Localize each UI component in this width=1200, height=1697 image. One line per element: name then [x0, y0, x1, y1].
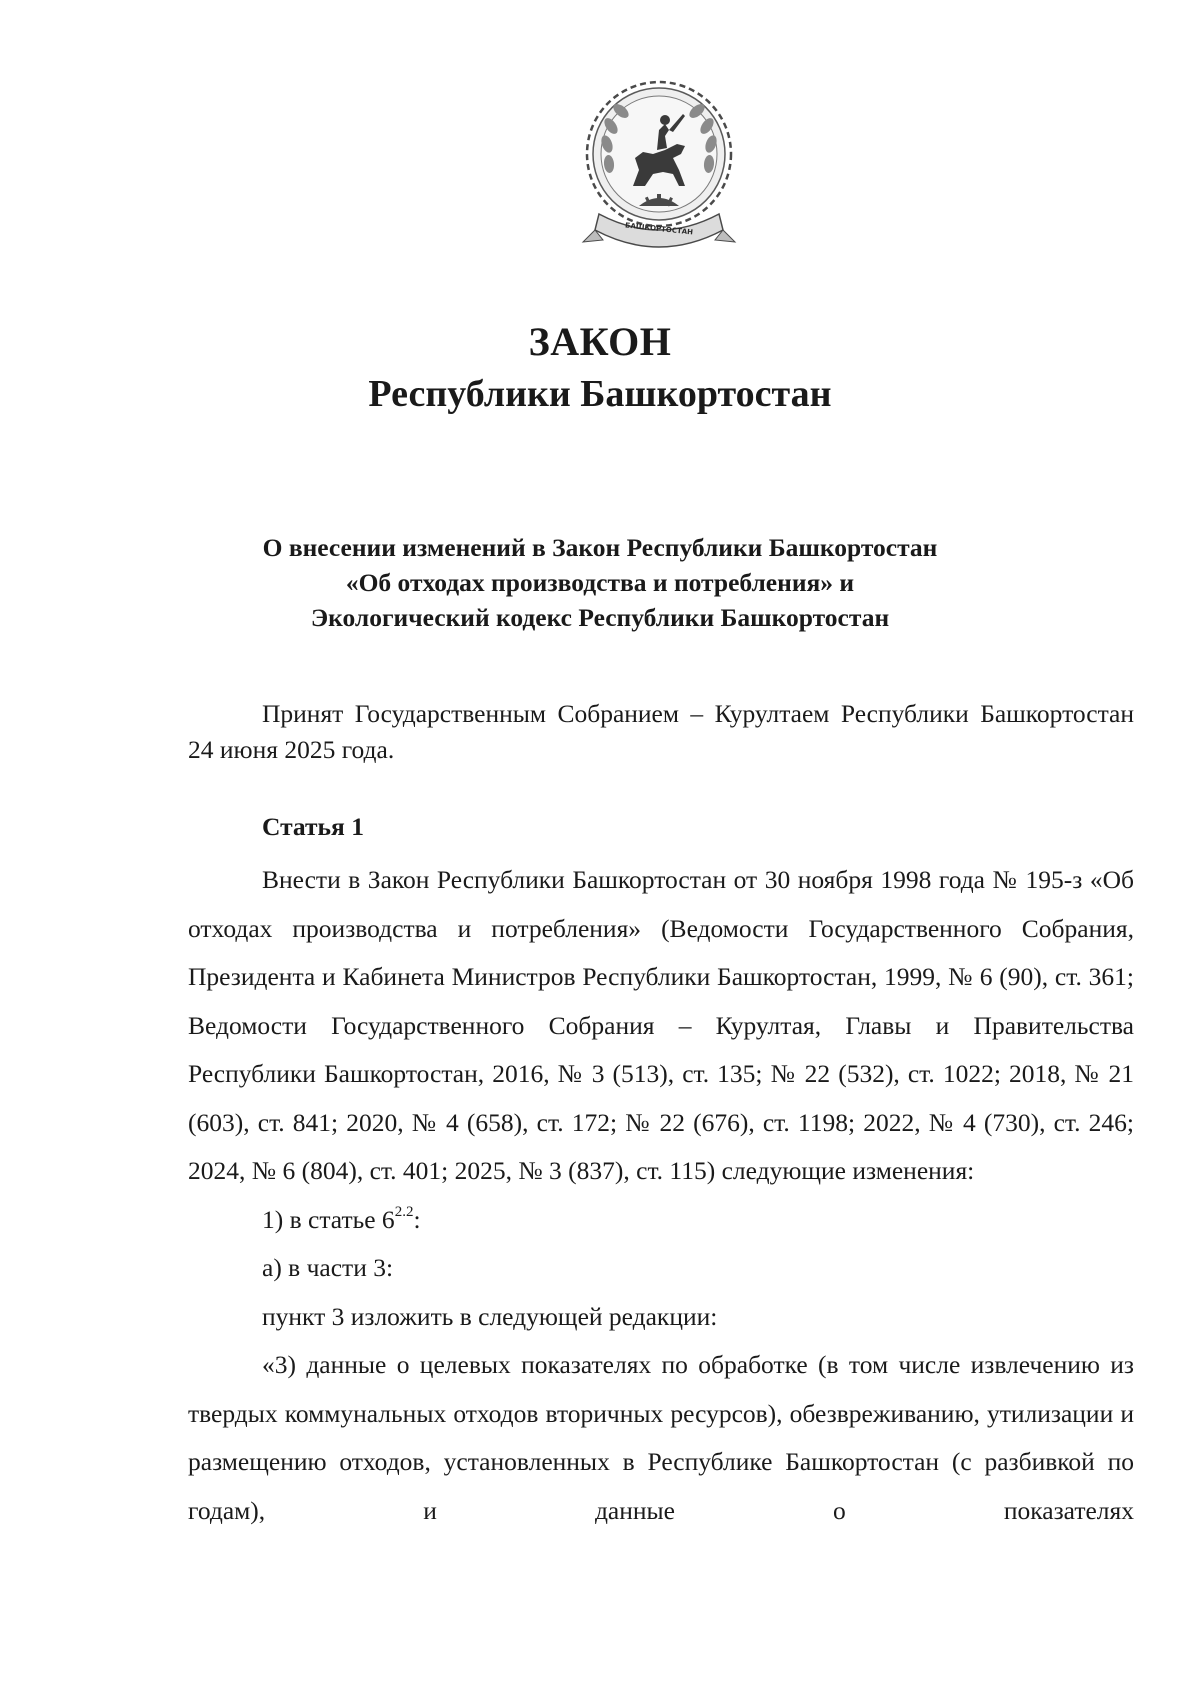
sub-item-a: а) в части 3: — [262, 1253, 394, 1282]
item-1 — [188, 1196, 1134, 1245]
heading-line-1: О внесении изменений в Закон Республики Башкортостан — [262, 533, 938, 562]
emblem-ribbon-text: БАШКОРТОСТАН — [624, 221, 694, 237]
point-3-text: «3) данные о целевых показателях по обработке (в том числе извлечению из твердых коммунальных отходов вторичных ресурсов), обезвреживанию, утилизации и размещению отходов, установленных в Республике Башкортостан (с разбивкой по годам), и данные о показателях — [188, 1350, 1134, 1525]
law-title-block — [0, 318, 1200, 418]
coat-of-arms-emblem — [573, 74, 745, 274]
heading-line-2: «Об отходах производства и потребления» и — [345, 568, 855, 597]
article-1-body — [188, 856, 1134, 1535]
bashkortostan-coat-of-arms-icon — [573, 74, 745, 274]
law-heading — [150, 530, 1050, 635]
point-3-intro: пункт 3 изложить в следующей редакции: — [262, 1301, 718, 1331]
heading-line-3: Экологический кодекс Республики Башкортостан — [310, 603, 890, 632]
item-1-prefix: 1) в статье 6 — [262, 1204, 395, 1234]
item-1-suffix: : — [413, 1204, 421, 1234]
adoption-statement: Принят Государственным Собранием – Курултаем Республики Башкортостан 24 июня 2025 года. — [188, 699, 1134, 764]
article-1-intro: Внести в Закон Республики Башкортостан от 30 ноября 1998 года № 195-з «Об отходах производства и потребления» (Ведомости Государственного Собрания, Президента и Кабинета Министров Республики Башкортостан, 1999, № 6 (90), ст. 361; Ведомости Государственного Собрания – Курултая, Главы и Правительства Республики Башкортостан, 2016, № 3 (513), ст. 135; № 22 (532), ст. 1022; 2018, № 21 (603), ст. 841; 2020, № 4 (658), ст. 172; № 22 (676), ст. 1198; 2022, № 4 (730), ст. 246; 2024, № 6 (804), ст. 401; 2025, № 3 (837), ст. 115) следующие изменения: — [188, 865, 1134, 1185]
page-subtitle: Республики Башкортостан — [368, 373, 832, 415]
article-1-title: Статья 1 — [262, 812, 364, 841]
page-title: ЗАКОН — [528, 319, 672, 364]
item-1-superscript: 2.2 — [394, 1203, 414, 1220]
